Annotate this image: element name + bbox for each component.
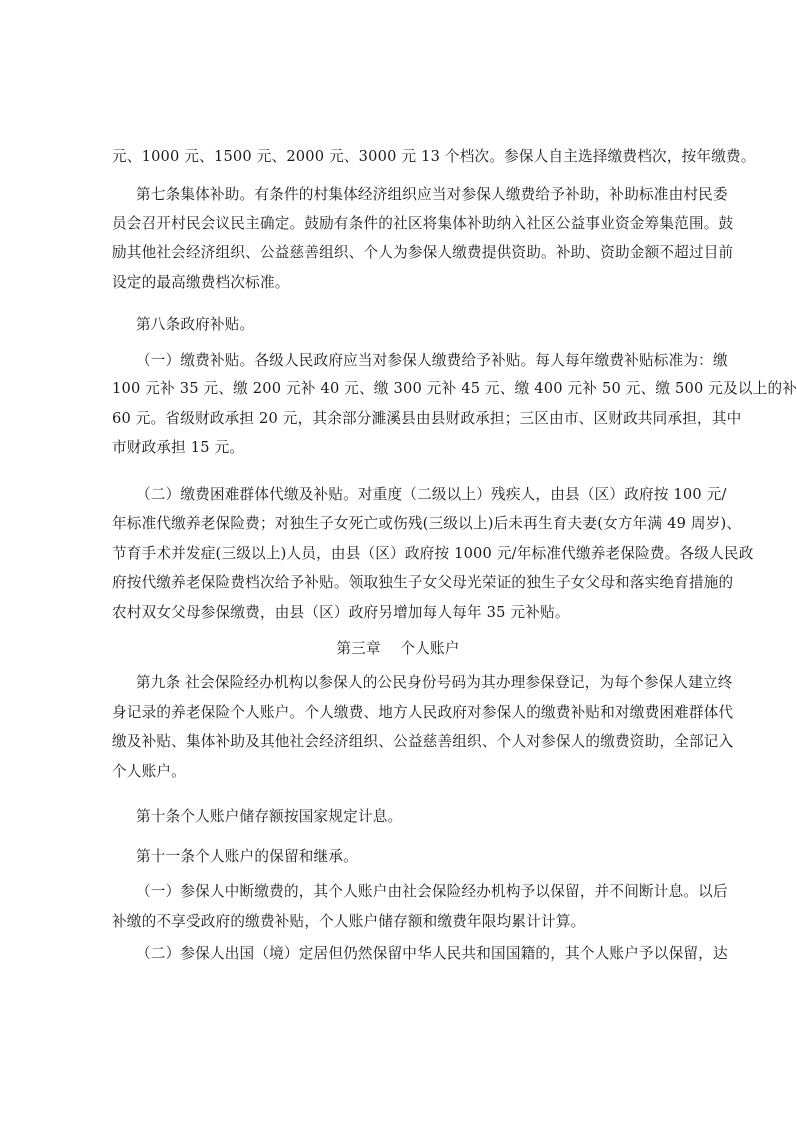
article-7-heading-line: 第七条集体补助。有条件的村集体经济组织应当对参保人缴费给予补助，补助标准由村民委 (136, 186, 728, 203)
chapter-3-heading: 第三章 个人账户 (336, 640, 460, 657)
paragraph-line: 农村双女父母参保缴费，由县（区）政府另增加每人每年 35 元补贴。 (112, 604, 570, 621)
clause-2-line: （二）缴费困难群体代缴及补贴。对重度（二级以上）残疾人，由县（区）政府按 100 元/ (136, 486, 727, 503)
paragraph-line: 员会召开村民会议民主确定。鼓励有条件的社区将集体补助纳入社区公益事业资金筹集范围。鼓 (112, 215, 734, 232)
paragraph-line: 府按代缴养老保险费档次给予补贴。领取独生子女父母光荣证的独生子女父母和落实绝育措施的 (112, 574, 734, 591)
paragraph-line: 年标准代缴养老保险费；对独生子女死亡或伤残(三级以上)后未再生育夫妻(女方年满 49 周岁)、 (112, 515, 742, 532)
article-11-heading: 第十一条个人账户的保留和继承。 (136, 848, 358, 865)
article-9-line: 第九条 社会保险经办机构以参保人的公民身份号码为其办理参保登记，为每个参保人建立终 (136, 674, 733, 691)
paragraph-line: 60 元。省级财政承担 20 元，其余部分濉溪县由县财政承担；三区由市、区财政共同承担，其中 (112, 410, 742, 427)
paragraph-line: 节育手术并发症(三级以上)人员，由县（区）政府按 1000 元/年标准代缴养老保险费。各级人民政 (112, 545, 754, 562)
paragraph-line: 市财政承担 15 元。 (112, 439, 245, 456)
paragraph-line: 身记录的养老保险个人账户。个人缴费、地方人民政府对参保人的缴费补贴和对缴费困难群体代 (112, 704, 734, 721)
paragraph-line: 个人账户。 (112, 763, 186, 780)
paragraph-line: 缴及补贴、集体补助及其他社会经济组织、公益慈善组织、个人对参保人的缴费资助，全部记入 (112, 733, 734, 750)
clause-2-line: （二）参保人出国（境）定居但仍然保留中华人民共和国国籍的，其个人账户予以保留，达 (136, 945, 728, 962)
paragraph-line: 设定的最高缴费档次标准。 (112, 274, 290, 291)
paragraph-line: 补缴的不享受政府的缴费补贴，个人账户储存额和缴费年限均累计计算。 (112, 913, 586, 930)
clause-1-line: （一）参保人中断缴费的，其个人账户由社会保险经办机构予以保留，并不间断计息。以后 (136, 883, 728, 900)
paragraph-line: 100 元补 35 元、缴 200 元补 40 元、缴 300 元补 45 元、缴 400 元补 50 元、缴 500 元及以上的补 (112, 380, 797, 397)
article-8-heading: 第八条政府补贴。 (136, 316, 255, 333)
clause-1-line: （一）缴费补贴。各级人民政府应当对参保人缴费给予补贴。每人每年缴费补贴标准为：缴 (136, 352, 728, 369)
paragraph-line: 励其他社会经济组织、公益慈善组织、个人为参保人缴费提供资助。补助、资助金额不超过目前 (112, 244, 734, 261)
article-10-line: 第十条个人账户储存额按国家规定计息。 (136, 808, 403, 825)
paragraph-line: 元、1000 元、1500 元、2000 元、3000 元 13 个档次。参保人自主选择缴费档次，按年缴费。 (112, 148, 756, 165)
